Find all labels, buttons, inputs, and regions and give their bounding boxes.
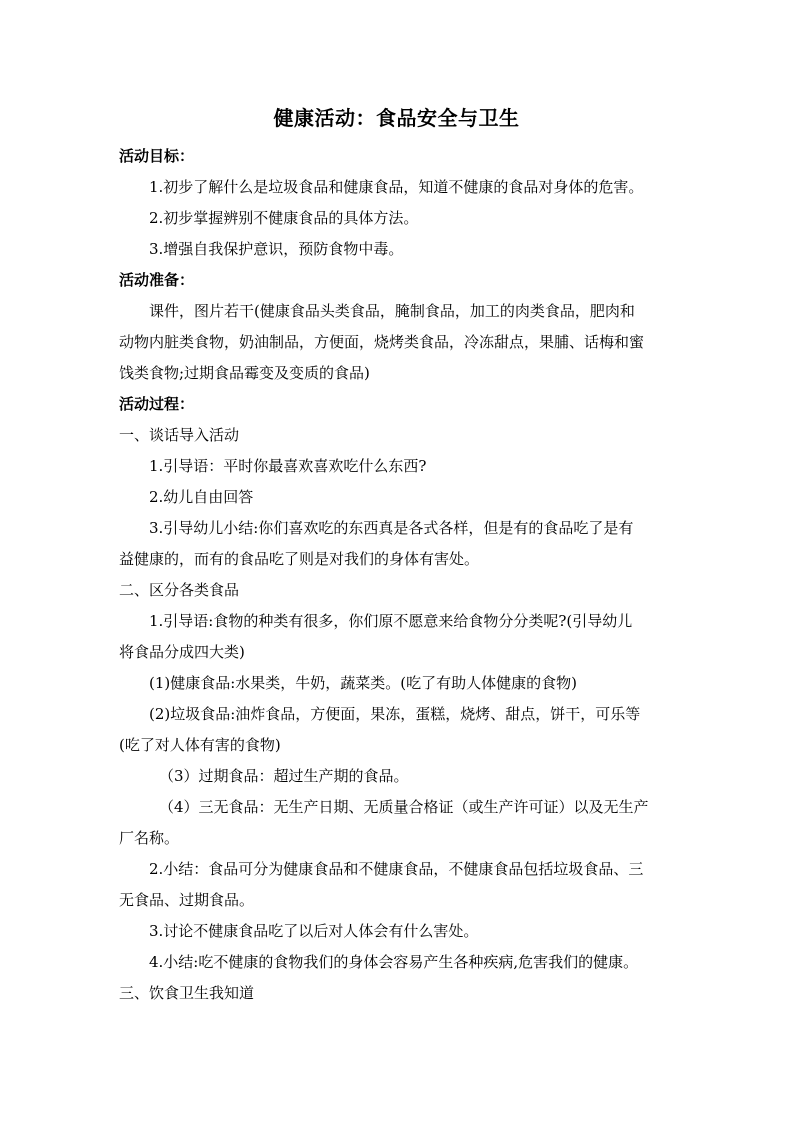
text-line: 2.初步掌握辨别不健康食品的具体方法。 <box>149 209 419 227</box>
text-line: 三、饮食卫生我知道 <box>119 984 255 1002</box>
text-line: (2)垃圾食品:油炸食品，方便面，果冻，蛋糕，烧烤、甜点，饼干，可乐等 <box>149 705 641 723</box>
text-line: （3）过期食品：超过生产期的食品。 <box>159 767 409 785</box>
text-line: (1)健康食品:水果类，牛奶，蔬菜类。(吃了有助人体健康的食物) <box>149 674 578 692</box>
text-line: 2.幼儿自由回答 <box>149 488 254 506</box>
text-line: 4.小结:吃不健康的食物我们的身体会容易产生各种疾病,危害我们的健康。 <box>149 953 639 971</box>
text-line: 3.增强自我保护意识，预防食物中毒。 <box>149 240 404 258</box>
text-line: 饯类食物;过期食品霉变及变质的食品) <box>119 364 370 382</box>
text-line: 二、区分各类食品 <box>119 581 240 599</box>
text-line: 无食品、过期食品。 <box>119 891 255 909</box>
section-heading: 活动目标： <box>119 147 195 165</box>
text-line: 1.引导语:食物的种类有很多，你们原不愿意来给食物分分类呢?(引导幼儿 <box>149 612 633 630</box>
text-line: 1.引导语：平时你最喜欢喜欢吃什么东西? <box>149 457 427 475</box>
text-line: (吃了对人体有害的食物) <box>119 736 281 754</box>
section-heading: 活动过程： <box>119 395 195 413</box>
text-line: 课件，图片若干(健康食品头类食品，腌制食品，加工的肉类食品，肥肉和 <box>149 302 635 320</box>
text-line: 益健康的，而有的食品吃了则是对我们的身体有害处。 <box>119 550 480 568</box>
text-line: 1.初步了解什么是垃圾食品和健康食品，知道不健康的食品对身体的危害。 <box>149 178 644 196</box>
text-line: 将食品分成四大类) <box>119 643 245 661</box>
document-title: 健康活动：食品安全与卫生 <box>273 106 520 130</box>
text-line: 3.讨论不健康食品吃了以后对人体会有什么害处。 <box>149 922 479 940</box>
text-line: 2.小结：食品可分为健康食品和不健康食品，不健康食品包括垃圾食品、三 <box>149 860 644 878</box>
document-body <box>119 141 679 1009</box>
text-line: 3.引导幼儿小结:你们喜欢吃的东西真是各式各样，但是有的食品吃了是有 <box>149 519 634 537</box>
text-line: 厂名称。 <box>119 829 180 847</box>
section-heading: 活动准备： <box>119 271 195 289</box>
text-line: 一、谈话导入活动 <box>119 426 240 444</box>
text-line: 动物内脏类食物，奶油制品，方便面，烧烤类食品，冷冻甜点，果脯、话梅和蜜 <box>119 333 645 351</box>
text-line: （4）三无食品：无生产日期、无质量合格证（或生产许可证）以及无生产 <box>159 798 649 816</box>
